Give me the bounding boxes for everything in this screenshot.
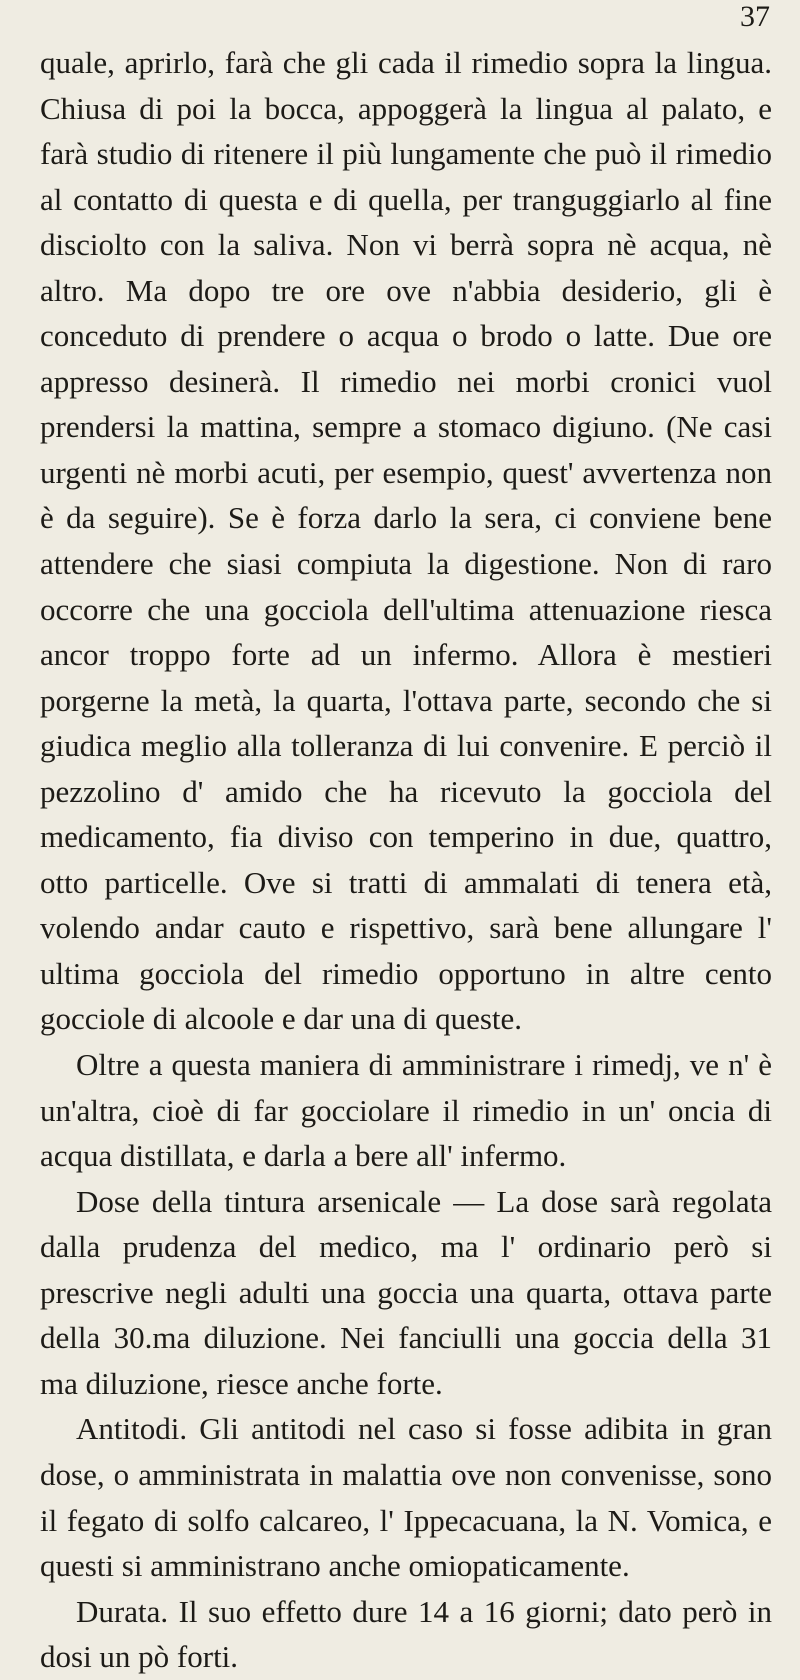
text-block (40, 40, 772, 1680)
paragraph-administration: Oltre a questa maniera di amministrare i rimedj, ve n' è un'altra, cioè di far gocciolare il rimedio in un' oncia di acqua distillata, e darla a bere all' infermo. (40, 1047, 772, 1174)
page-number: 37 (740, 0, 770, 33)
paragraph-dose: Dose della tintura arsenicale — La dose sarà regolata dalla prudenza del medico, ma l' ordinario però si prescrive negli adulti una goccia una quarta, ottava parte della 30.ma diluzione. Nei fanciulli una goccia della 31 ma diluzione, riesce anche forte. (40, 1183, 772, 1401)
paragraph-continued: quale, aprirlo, farà che gli cada il rimedio sopra la lingua. Chiusa di poi la bocca, appoggerà la lingua al palato, e farà studio di ritenere il più lungamente che può il rimedio al contatto di questa e di quella, per tranguggiarlo al fine disciolto con la saliva. Non vi berrà sopra nè acqua, nè altro. Ma dopo tre ore ove n'abbia desiderio, gli è conceduto di prendere o acqua o brodo o latte. Due ore appresso desinerà. Il rimedio nei morbi cronici vuol prendersi la mattina, sempre a stomaco digiuno. (Ne casi urgenti nè morbi acuti, per esempio, quest' avvertenza non è da seguire). Se è forza darlo la sera, ci conviene bene attendere che siasi compiuta la digestione. Non di raro occorre che una gocciola dell'ultima attenuazione riesca ancor troppo forte ad un infermo. Allora è mestieri porgerne la metà, la quarta, l'ottava parte, secondo che si giudica meglio alla tolleranza di lui convenire. E perciò il pezzolino d' amido che ha ricevuto la gocciola del medicamento, fia diviso con temperino in due, quattro, otto particelle. Ove si tratti di ammalati di tenera età, volendo andar cauto e rispettivo, sarà bene allungare l' ultima gocciola del rimedio opportuno in altre cento gocciole di alcoole e dar una di queste. (40, 45, 772, 1037)
paragraph-antidotes: Antitodi. Gli antitodi nel caso si fosse adibita in gran dose, o amministrata in malattia ove non convenisse, sono il fegato di solfo calcareo, l' Ippecacuana, la N. Vomica, e questi si amministrano anche omiopaticamente. (40, 1411, 772, 1584)
paragraph-duration: Durata. Il suo effetto dure 14 a 16 giorni; dato però in dosi un pò forti. (40, 1593, 772, 1675)
